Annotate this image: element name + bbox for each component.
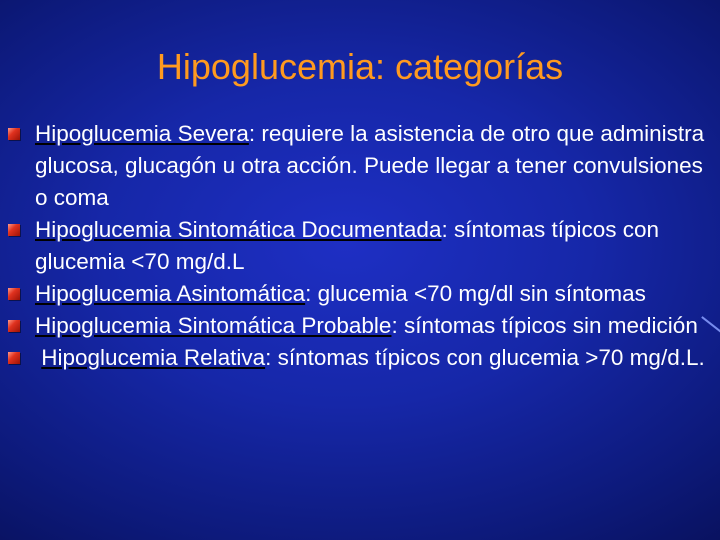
bullet-list bbox=[0, 118, 720, 374]
square-bullet-icon bbox=[8, 320, 20, 332]
bullet-text: : síntomas típicos con glucemia >70 mg/d.L. bbox=[265, 345, 705, 370]
bullet-text: : glucemia <70 mg/dl sin síntomas bbox=[305, 281, 646, 306]
square-bullet-icon bbox=[8, 224, 20, 236]
bullet-term: Hipoglucemia Severa bbox=[35, 121, 249, 146]
slide-title: Hipoglucemia: categorías bbox=[156, 46, 564, 87]
square-bullet-icon bbox=[8, 128, 20, 140]
bullet-term: Hipoglucemia Relativa bbox=[41, 345, 266, 370]
bullet-item-asintomatica bbox=[0, 278, 720, 310]
bullet-term: Hipoglucemia Sintomática Probable bbox=[35, 313, 392, 338]
bullet-text: : síntomas típicos con glucemia <70 mg/d.L bbox=[35, 217, 660, 274]
bullet-term: Hipoglucemia Asintomática bbox=[35, 281, 306, 306]
bullet-item-relativa bbox=[0, 342, 720, 374]
square-bullet-icon bbox=[8, 288, 20, 300]
square-bullet-icon bbox=[8, 352, 20, 364]
bullet-term: Hipoglucemia Sintomática Documentada bbox=[35, 217, 442, 242]
bullet-text: : síntomas típicos sin medición bbox=[391, 313, 698, 338]
bullet-text: : requiere la asistencia de otro que administra glucosa, glucagón u otra acción. Puede llegar a tener convulsiones o coma bbox=[35, 121, 705, 210]
bullet-item-sintomatica-probable bbox=[0, 310, 720, 342]
bullet-item-sintomatica-documentada bbox=[0, 214, 720, 278]
bullet-item-severa bbox=[0, 118, 720, 214]
